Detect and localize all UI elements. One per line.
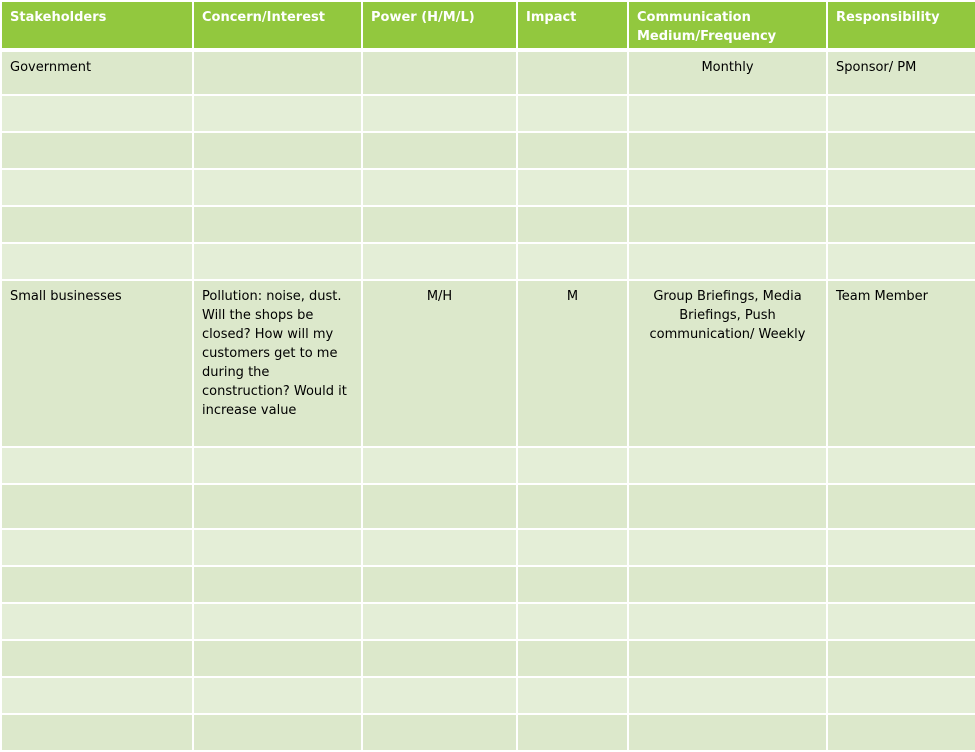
- impact-cell: [517, 714, 628, 751]
- power-cell: [362, 95, 517, 132]
- power-cell: [362, 169, 517, 206]
- communication-cell: [628, 677, 827, 714]
- responsibility-cell: [827, 640, 975, 677]
- impact-cell: [517, 169, 628, 206]
- concern-cell: [193, 484, 362, 529]
- stakeholder-cell: Government: [1, 50, 193, 95]
- power-cell: [362, 206, 517, 243]
- responsibility-cell: [827, 132, 975, 169]
- responsibility-cell: Team Member: [827, 280, 975, 447]
- communication-cell: [628, 484, 827, 529]
- communication-cell: [628, 714, 827, 751]
- communication-cell: [628, 603, 827, 640]
- table-row: [1, 484, 975, 529]
- header-communication: Communication Medium/Frequency: [628, 1, 827, 50]
- concern-cell: [193, 566, 362, 603]
- table-row: [1, 529, 975, 566]
- responsibility-cell: [827, 206, 975, 243]
- concern-cell: [193, 447, 362, 484]
- communication-cell: [628, 529, 827, 566]
- stakeholder-cell: [1, 714, 193, 751]
- communication-cell: [628, 640, 827, 677]
- impact-cell: [517, 50, 628, 95]
- responsibility-cell: [827, 169, 975, 206]
- table-row: [1, 640, 975, 677]
- impact-cell: [517, 566, 628, 603]
- concern-cell: [193, 206, 362, 243]
- power-cell: [362, 447, 517, 484]
- stakeholder-cell: [1, 529, 193, 566]
- stakeholder-cell: [1, 484, 193, 529]
- stakeholder-cell: [1, 169, 193, 206]
- concern-cell: [193, 95, 362, 132]
- power-cell: [362, 566, 517, 603]
- stakeholder-cell: [1, 447, 193, 484]
- stakeholder-cell: [1, 243, 193, 280]
- table-header: [1, 1, 975, 50]
- concern-cell: [193, 50, 362, 95]
- responsibility-cell: [827, 677, 975, 714]
- power-cell: [362, 243, 517, 280]
- communication-cell: [628, 243, 827, 280]
- table-row: [1, 95, 975, 132]
- stakeholder-cell: [1, 603, 193, 640]
- table-row: [1, 243, 975, 280]
- impact-cell: [517, 243, 628, 280]
- concern-cell: [193, 132, 362, 169]
- stakeholder-cell: [1, 95, 193, 132]
- responsibility-cell: [827, 714, 975, 751]
- responsibility-cell: [827, 447, 975, 484]
- table-row: [1, 714, 975, 751]
- power-cell: [362, 484, 517, 529]
- impact-cell: [517, 95, 628, 132]
- stakeholder-cell: [1, 677, 193, 714]
- concern-cell: Pollution: noise, dust. Will the shops be closed? How will my customers get to me during the construction? Would it increase value: [193, 280, 362, 447]
- responsibility-cell: [827, 529, 975, 566]
- impact-cell: [517, 206, 628, 243]
- responsibility-cell: [827, 603, 975, 640]
- impact-cell: [517, 132, 628, 169]
- communication-cell: [628, 566, 827, 603]
- table-row: [1, 677, 975, 714]
- table-row: [1, 50, 975, 95]
- impact-cell: [517, 529, 628, 566]
- table-row: [1, 603, 975, 640]
- stakeholder-cell: [1, 640, 193, 677]
- header-stakeholders: Stakeholders: [1, 1, 193, 50]
- communication-cell: [628, 206, 827, 243]
- power-cell: [362, 640, 517, 677]
- communication-cell: [628, 95, 827, 132]
- concern-cell: [193, 714, 362, 751]
- table-row: [1, 206, 975, 243]
- communication-cell: [628, 132, 827, 169]
- responsibility-cell: Sponsor/ PM: [827, 50, 975, 95]
- impact-cell: [517, 640, 628, 677]
- impact-cell: [517, 484, 628, 529]
- table-row: [1, 132, 975, 169]
- power-cell: M/H: [362, 280, 517, 447]
- header-row: [1, 1, 975, 50]
- power-cell: [362, 529, 517, 566]
- table-row: [1, 566, 975, 603]
- header-impact: Impact: [517, 1, 628, 50]
- concern-cell: [193, 243, 362, 280]
- power-cell: [362, 50, 517, 95]
- stakeholder-cell: [1, 566, 193, 603]
- stakeholder-cell: [1, 206, 193, 243]
- responsibility-cell: [827, 484, 975, 529]
- responsibility-cell: [827, 95, 975, 132]
- communication-cell: [628, 169, 827, 206]
- table-row: [1, 169, 975, 206]
- concern-cell: [193, 640, 362, 677]
- table-body: [1, 50, 975, 751]
- table-row: [1, 447, 975, 484]
- responsibility-cell: [827, 566, 975, 603]
- concern-cell: [193, 677, 362, 714]
- header-concern-interest: Concern/Interest: [193, 1, 362, 50]
- communication-cell: Monthly: [628, 50, 827, 95]
- power-cell: [362, 677, 517, 714]
- stakeholder-cell: [1, 132, 193, 169]
- impact-cell: [517, 677, 628, 714]
- responsibility-cell: [827, 243, 975, 280]
- stakeholder-cell: Small businesses: [1, 280, 193, 447]
- communication-cell: Group Briefings, Media Briefings, Push communication/ Weekly: [628, 280, 827, 447]
- impact-cell: [517, 603, 628, 640]
- communication-cell: [628, 447, 827, 484]
- impact-cell: [517, 447, 628, 484]
- impact-cell: M: [517, 280, 628, 447]
- power-cell: [362, 714, 517, 751]
- header-responsibility: Responsibility: [827, 1, 975, 50]
- header-power: Power (H/M/L): [362, 1, 517, 50]
- table-row: [1, 280, 975, 447]
- concern-cell: [193, 529, 362, 566]
- power-cell: [362, 132, 517, 169]
- power-cell: [362, 603, 517, 640]
- concern-cell: [193, 603, 362, 640]
- concern-cell: [193, 169, 362, 206]
